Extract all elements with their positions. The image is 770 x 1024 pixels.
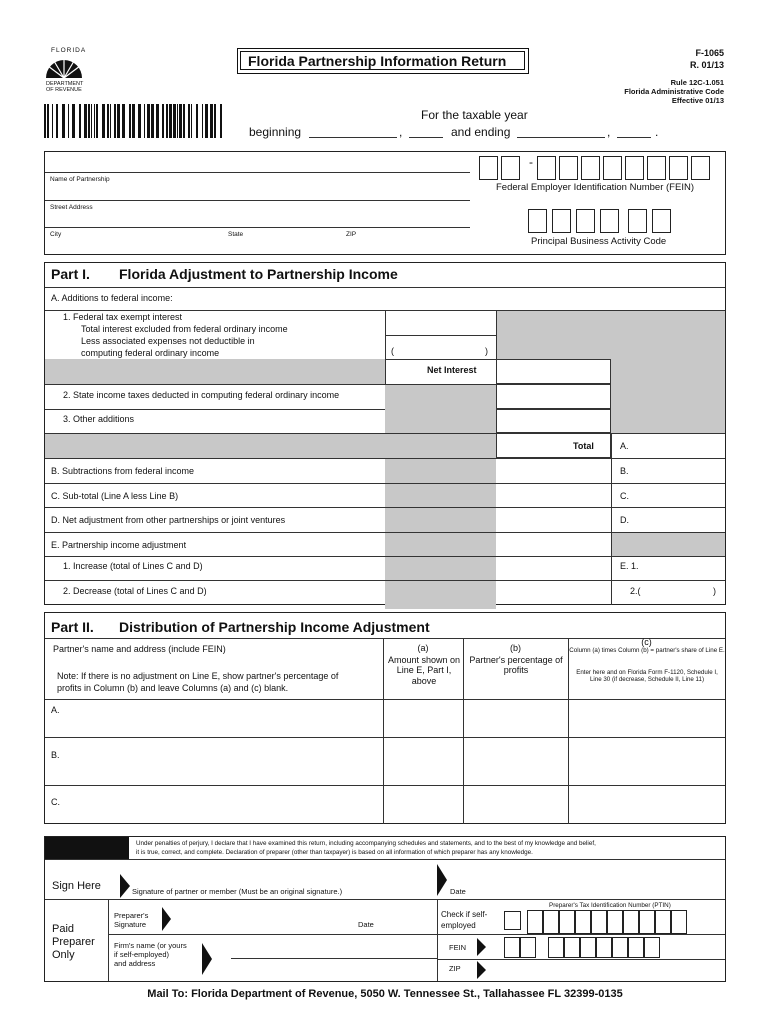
partner-c-percentage[interactable] [464,785,567,823]
admin-code: Florida Administrative Code [624,87,724,96]
pba-digit-5[interactable] [628,209,647,233]
line-c-ref: C. [620,491,629,501]
signature-section [44,836,726,982]
identification-block [44,151,726,255]
fein-label: Federal Employer Identification Number (FEIN) [496,182,694,193]
partner-b-name-field[interactable] [57,737,382,785]
comma-1: , [399,125,403,139]
ptin-box-1[interactable] [527,910,543,934]
pba-label: Principal Business Activity Code [531,236,667,247]
fein-digit-4[interactable] [559,156,578,180]
line-d-amount[interactable] [611,507,725,532]
preparer-signature-label-1: Preparer's [114,911,149,920]
self-employed-label-1: Check if self- [441,910,488,919]
fein-digit-9[interactable] [669,156,688,180]
zip-arrow-icon [477,961,486,979]
zip-label: ZIP [346,231,357,238]
date-arrow-icon [437,864,447,896]
line-3-label: 3. Other additions [63,414,135,424]
preparer-sig-arrow-icon [162,907,171,931]
line-e-label: E. Partnership income adjustment [51,540,187,550]
ptin-label: Preparer's Tax Identification Number (PTIN) [549,902,671,909]
partner-c-amount[interactable] [384,785,462,823]
fein-digit-1[interactable] [479,156,498,180]
preparer-fein-box-9[interactable] [644,937,660,958]
pba-digit-6[interactable] [652,209,671,233]
line-1-less-expenses-amount[interactable] [385,335,496,359]
line-e1-label: 1. Increase (total of Lines C and D) [63,561,203,571]
preparer-fein-box-3[interactable] [548,937,564,958]
line-a-ref: A. [620,441,629,451]
preparer-fein-box-5[interactable] [580,937,596,958]
preparer-signature-label-2: Signature [114,920,147,929]
paren-open: ( [391,346,394,356]
street-field[interactable] [45,200,470,201]
name-field[interactable] [45,172,470,173]
partner-a-share[interactable] [569,699,725,737]
note-line-2: profits in Column (b) and leave Columns (a) and (c) blank. [57,683,289,693]
preparer-zip-field[interactable] [489,960,725,981]
signature-label: Signature of partner or member (Must be an original signature.) [132,887,343,896]
line-b-label: B. Subtractions from federal income [51,466,195,476]
ptin-box-8[interactable] [639,910,655,934]
line-e1-ref: E. 1. [620,561,639,571]
ptin-box-6[interactable] [607,910,623,934]
line-1-total-interest-label: Total interest excluded from federal ordinary income [81,324,288,334]
line-c-amount[interactable] [611,483,725,507]
fein-digit-5[interactable] [581,156,600,180]
firm-label-3: and address [114,959,156,968]
ptin-box-9[interactable] [655,910,671,934]
self-employed-checkbox[interactable] [504,911,521,930]
line-d-label: D. Net adjustment from other partnerships or joint ventures [51,515,286,525]
state-label: State [228,231,244,238]
preparer-fein-label: FEIN [449,943,467,952]
line-1-label: 1. Federal tax exempt interest [63,312,183,322]
form-revision: R. 01/13 [689,60,724,70]
preparer-date-label: Date [358,920,374,929]
col-b-header: Partner's percentage of profits [469,655,563,676]
pba-digit-4[interactable] [600,209,619,233]
fein-arrow-icon [477,938,486,956]
partner-a-amount[interactable] [384,699,462,737]
line-1-computing-label: computing federal ordinary income [81,348,220,358]
line-1-less-expenses-label: Less associated expenses not deductible in [81,336,255,346]
line-a-amount[interactable] [611,433,725,458]
line-1-total-interest-amount[interactable] [385,310,496,335]
col-a-letter: (a) [417,643,429,653]
ending-year-field[interactable] [617,137,651,138]
fein-digit-10[interactable] [691,156,710,180]
street-label: Street Address [50,204,93,211]
line-c-label: C. Sub-total (Line A less Line B) [51,491,179,501]
net-interest-label: Net Interest [427,365,477,375]
form-number: F-1065 [695,48,724,58]
line-e1-amount[interactable] [611,556,725,580]
beginning-label: beginning [249,125,302,139]
col-c-letter: (c) [641,637,652,647]
col-c-header-1: Column (a) times Column (b) = partner's share of Line E. [569,647,725,654]
line-3-amount[interactable] [496,409,611,433]
ptin-box-4[interactable] [575,910,591,934]
sign-here-label: Sign Here [52,880,101,892]
sign-date-field[interactable] [447,861,725,897]
fein-digit-7[interactable] [625,156,644,180]
name-label: Name of Partnership [50,176,110,183]
line-a-header: A. Additions to federal income: [51,293,173,303]
firm-name-address-field[interactable] [215,936,437,980]
preparer-signature-field[interactable] [175,901,435,933]
logo-text-department: DEPARTMENT [46,81,84,87]
partner-row-c-label: C. [51,797,60,807]
firm-label-1: Firm's name (or yours [114,941,187,950]
sun-logo-icon [44,56,84,80]
part-2-number: Part II. [51,619,94,635]
preparer-fein-box-6[interactable] [596,937,612,958]
form-title: Florida Partnership Information Return [248,53,507,69]
line-e2-close: ) [713,586,716,596]
fein-digit-2[interactable] [501,156,520,180]
effective-date: Effective 01/13 [671,96,724,105]
fein-digit-3[interactable] [537,156,556,180]
col-c-header-2: Enter here and on Florida Form F-1120, Schedule I, Line 30 (if decrease, Schedule II, Line 11) [576,669,718,684]
partner-c-name-field[interactable] [57,785,382,823]
preparer-fein-box-1[interactable] [504,937,520,958]
partner-a-name-field[interactable] [57,699,382,737]
total-label-text: Total [573,441,594,451]
period-mark: . [655,125,659,139]
col-b-letter: (b) [510,643,521,653]
self-employed-label-2: employed [441,921,476,930]
firm-label-2: if self-employed) [114,950,170,959]
perjury-line-2: it is true, correct, and complete. Declaration of preparer (other than taxpayer) is based on all information of which preparer has any knowledge. [136,849,533,856]
rule-number: Rule 12C-1.051 [670,78,724,87]
preparer-zip-label: ZIP [449,964,461,973]
line-d-ref: D. [620,515,629,525]
preparer-fein-box-8[interactable] [628,937,644,958]
fein-dash: - [529,155,533,169]
fein-digit-8[interactable] [647,156,666,180]
part-2-section [44,612,726,824]
ptin-box-7[interactable] [623,910,639,934]
line-e2-ref: 2.( [630,586,641,596]
logo-text-florida: FLORIDA [51,47,87,54]
preparer-fein-box-4[interactable] [564,937,580,958]
preparer-fein-box-2[interactable] [520,937,536,958]
ptin-box-10[interactable] [671,910,687,934]
ptin-box-3[interactable] [559,910,575,934]
ending-date-field[interactable] [517,137,605,138]
sign-here-arrow-icon [120,874,130,898]
pba-digit-3[interactable] [576,209,595,233]
line-b-ref: B. [620,466,629,476]
line-2-label: 2. State income taxes deducted in computing federal ordinary income [63,390,340,400]
fein-digit-6[interactable] [603,156,622,180]
perjury-line-1: Under penalties of perjury, I declare that I have examined this return, including accompanying schedules and statements, and to the best of my knowledge and belief, [136,840,596,847]
city-label: City [50,231,62,238]
comma-2: , [607,125,611,139]
partner-b-share[interactable] [569,737,725,785]
pba-digit-2[interactable] [552,209,571,233]
line-e2-label: 2. Decrease (total of Lines C and D) [63,586,207,596]
beginning-date-field[interactable] [309,137,397,138]
partner-name-header: Partner's name and address (include FEIN) [53,644,226,654]
ptin-box-5[interactable] [591,910,607,934]
partner-a-percentage[interactable] [464,699,567,737]
paid-label: Paid [52,923,75,935]
part-1-title: Florida Adjustment to Partnership Income [119,266,398,282]
col-a-header: Amount shown on Line E, Part I, above [387,655,461,686]
part-2-title: Distribution of Partnership Income Adjustment [119,619,430,635]
line-2-amount[interactable] [496,384,611,409]
city-state-zip-field[interactable] [45,227,470,228]
beginning-year-field[interactable] [409,137,443,138]
ptin-box-2[interactable] [543,910,559,934]
logo-text-revenue: OF REVENUE [46,87,82,93]
net-interest-amount[interactable] [496,359,611,384]
partner-c-share[interactable] [569,785,725,823]
partner-b-percentage[interactable] [464,737,567,785]
line-e2-amount[interactable] [611,580,725,604]
title-box [237,48,529,74]
note-line-1: Note: If there is no adjustment on Line E, show partner's percentage of [57,671,339,681]
partner-b-amount[interactable] [384,737,462,785]
only-label: Only [52,949,75,961]
part-1-number: Part I. [51,266,90,282]
sign-date-label: Date [450,887,466,896]
taxable-year-label: For the taxable year [421,108,528,122]
preparer-label: Preparer [52,936,95,948]
part-1-section [44,262,726,605]
barcode-icon [44,104,228,138]
pba-digit-1[interactable] [528,209,547,233]
ending-label: and ending [451,125,511,139]
mail-to-address: Mail To: Florida Department of Revenue, 5050 W. Tennessee St., Tallahassee FL 32399-0135 [147,988,623,1000]
paren-close: ) [485,346,488,356]
line-b-amount[interactable] [611,458,725,483]
partner-row-b-label: B. [51,750,60,760]
firm-arrow-icon [202,943,212,975]
preparer-fein-box-7[interactable] [612,937,628,958]
partner-row-a-label: A. [51,705,60,715]
